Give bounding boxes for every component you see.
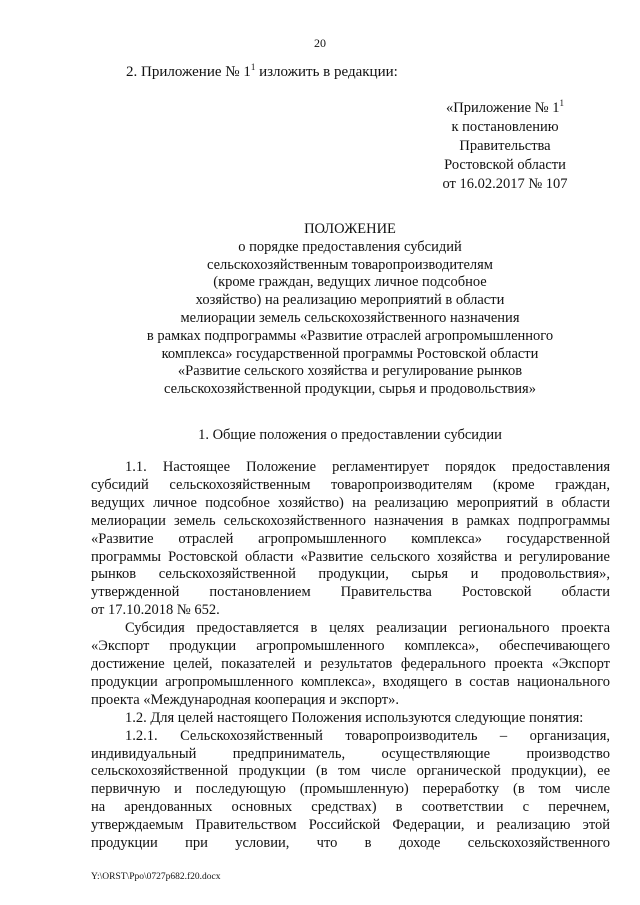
title-line: (кроме граждан, ведущих личное подсобное	[213, 274, 487, 291]
title-line: комплекса» государственной программы Ростовской области	[161, 345, 539, 362]
amendment-intro	[126, 64, 398, 81]
paragraph-line: рынков сельскохозяйственной продукции, сырья и продовольствия»,	[91, 566, 610, 583]
paragraph-line: «Экспорт продукции агропромышленного комплекса», обеспечивающего	[91, 638, 610, 655]
paragraph-line: 1.2.1. Сельскохозяйственный товаропроизводитель – организация,	[125, 727, 610, 744]
paragraph-line: проекта «Международная кооперация и экспорт».	[91, 691, 399, 708]
amendment-intro-text-end: изложить в редакции:	[255, 64, 398, 80]
document-title-block	[90, 221, 610, 399]
page-number: 20	[314, 36, 326, 50]
title-line: о порядке предоставления субсидий	[238, 238, 462, 255]
paragraph-line: индивидуальный предприниматель, осуществляющие производство	[91, 745, 610, 762]
paragraph-line: от 17.10.2018 № 652.	[91, 602, 220, 619]
section-heading: 1. Общие положения о предоставлении субсидии	[198, 427, 502, 443]
title-line: мелиорации земель сельскохозяйственного назначения	[180, 309, 520, 326]
approval-line-4: Ростовской области	[444, 157, 566, 173]
title-line: сельскохозяйственным товаропроизводителям	[207, 256, 493, 273]
approval-line-1: «Приложение № $1^1$	[446, 98, 564, 116]
approval-line-5: от 16.02.2017 № 107	[442, 176, 568, 192]
paragraph-line: Субсидия предоставляется в целях реализации регионального проекта	[125, 620, 610, 637]
paragraph-line: первичную и последующую (промышленную) переработку (в том числе	[91, 781, 610, 798]
paragraph-line: утверждаемым Правительством Российской Федерации, и реализацию этой	[91, 817, 610, 834]
body-text	[91, 459, 610, 853]
paragraph	[91, 728, 610, 853]
approval-line-3: Правительства	[459, 138, 551, 154]
approval-superscript: 1	[559, 98, 564, 109]
paragraph-line: мелиорации земель сельскохозяйственного назначения в рамках подпрограммы	[91, 512, 610, 529]
title-line: «Развитие сельского хозяйства и регулирование рынков	[177, 363, 523, 380]
approval-stamp-block	[420, 99, 590, 194]
paragraph-line: программы Ростовской области «Развитие сельского хозяйства и регулирование	[91, 548, 610, 565]
paragraph-line: сельскохозяйственной продукции (в том числе органической продукции), ее	[91, 763, 610, 780]
paragraph-line: субсидий сельскохозяйственным товаропроизводителям (кроме граждан,	[91, 476, 610, 493]
document-title: ПОЛОЖЕНИЕ	[304, 221, 396, 237]
paragraph-line: достижение целей, показателей и результатов федерального проекта «Экспорт	[91, 655, 610, 672]
approval-line-2: к постановлению	[451, 119, 559, 135]
paragraph-line: продукции агропромышленного комплекса», входящего в состав национального	[91, 673, 610, 690]
paragraph	[91, 459, 610, 620]
title-line: сельскохозяйственной продукции, сырья и продовольствия»	[164, 381, 536, 398]
amendment-intro-superscript: 1	[250, 62, 256, 72]
paragraph-line: утвержденной постановлением Правительства Ростовской области	[91, 584, 610, 601]
paragraph-line: ведущих личное подсобное хозяйство) на реализацию мероприятий в области	[91, 494, 610, 511]
title-line: хозяйство) на реализацию мероприятий в области	[195, 292, 505, 309]
paragraph-line: 1.2. Для целей настоящего Положения используются следующие понятия:	[125, 709, 584, 726]
paragraph-line: на арендованных основных средствах) в соответствии с перечнем,	[91, 799, 610, 816]
amendment-intro-text: 2. Приложение № 1	[126, 64, 251, 80]
title-line: в рамках подпрограммы «Развитие отраслей агропромышленного	[146, 327, 554, 344]
paragraph	[91, 710, 610, 728]
file-path-footer: Y:\ORST\Ppo\0727p682.f20.docx	[91, 872, 221, 882]
paragraph-line: «Развитие отраслей агропромышленного комплекса» государственной	[91, 530, 610, 547]
paragraph	[91, 620, 610, 710]
paragraph-line: продукции при условии, что в доходе сельскохозяйственного	[91, 835, 610, 852]
paragraph-line: 1.1. Настоящее Положение регламентирует порядок предоставления	[125, 459, 610, 475]
